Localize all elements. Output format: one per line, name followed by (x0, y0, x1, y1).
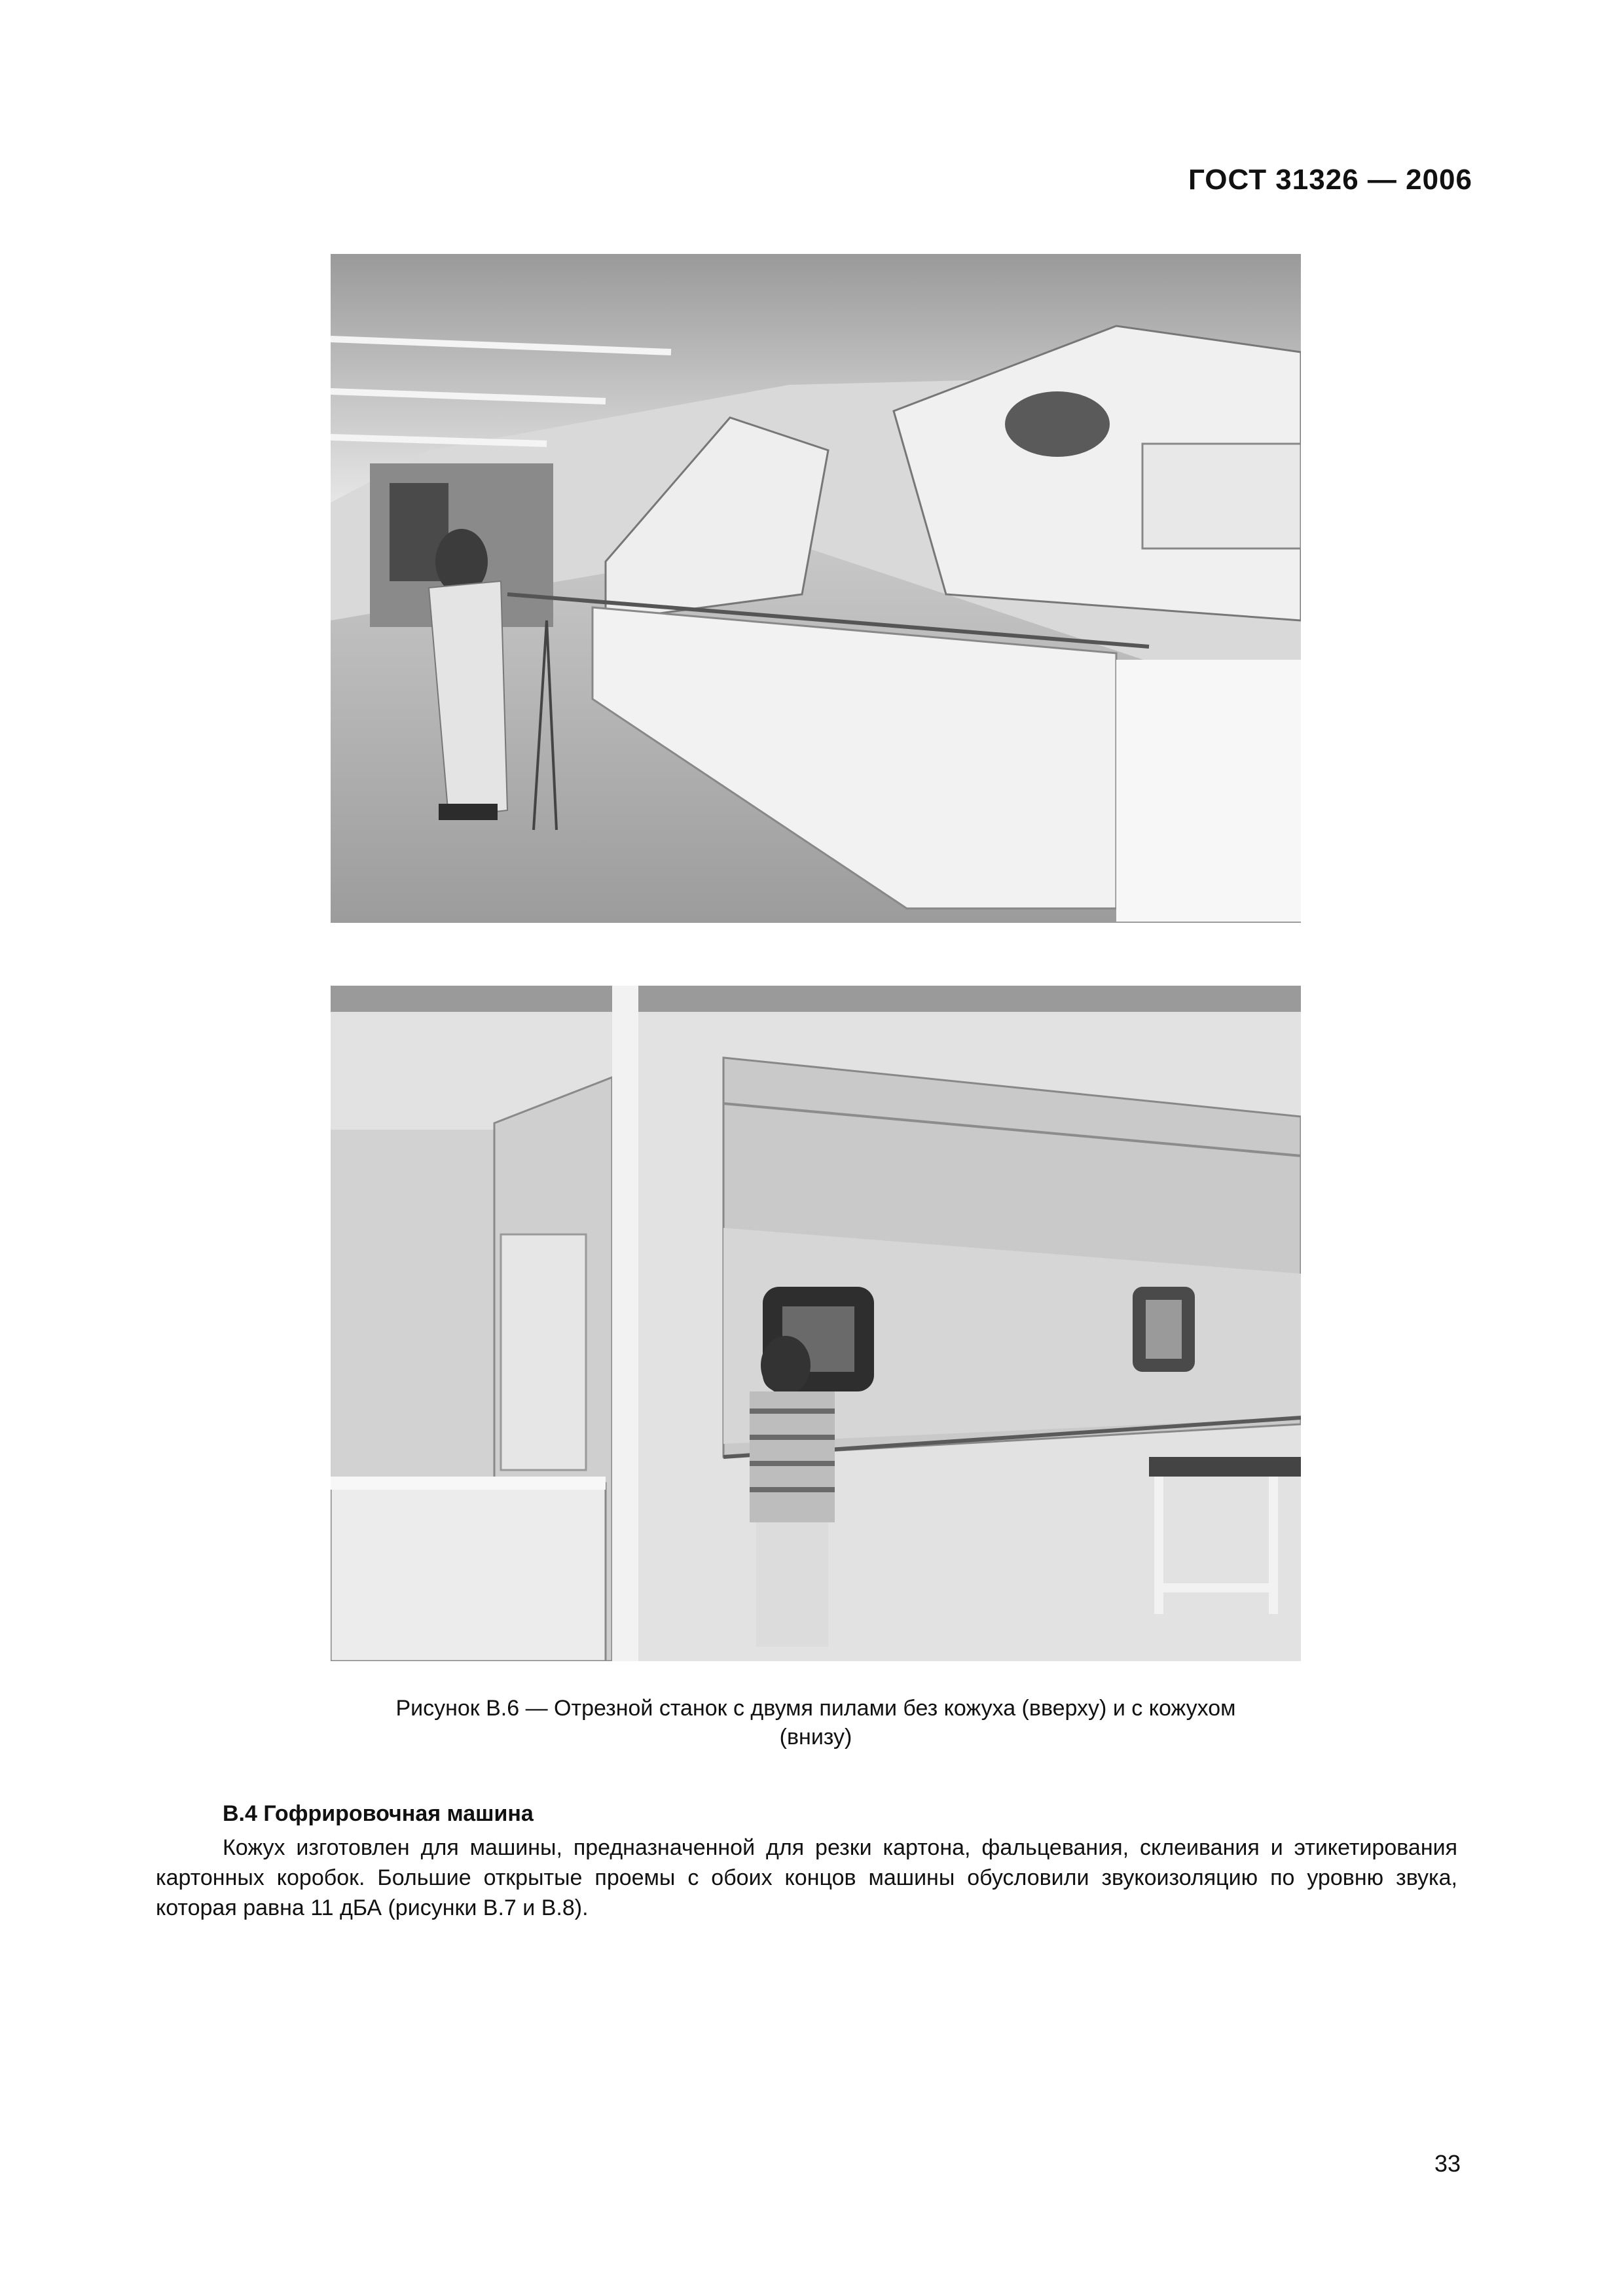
saw-machine-open-photo (331, 254, 1301, 923)
document-number: ГОСТ 31326 — 2006 (1188, 164, 1472, 196)
section-paragraph: Кожух изготовлен для машины, предназначенной для резки картона, фальцевания, склеивания и этикетирования картонных коробок. Большие открытые проемы с обоих концов машины обусловили звукоизоляцию по уровню звука, которая равна 11 дБА (рисунки В.7 и В.8). (156, 1835, 1457, 1920)
figure-photo-bottom (331, 986, 1301, 1661)
figure-caption-line1: Рисунок В.6 — Отрезной станок с двумя пилами без кожуха (вверху) и с кожухом (395, 1696, 1236, 1721)
section-heading: В.4 Гофрировочная машина (223, 1801, 534, 1826)
figure-caption-line2: (внизу) (779, 1725, 852, 1749)
figure-caption (331, 1694, 1301, 1751)
figure-photo-top (331, 254, 1301, 923)
page-number: 33 (1434, 2150, 1461, 2177)
saw-machine-enclosed-photo (331, 986, 1301, 1661)
